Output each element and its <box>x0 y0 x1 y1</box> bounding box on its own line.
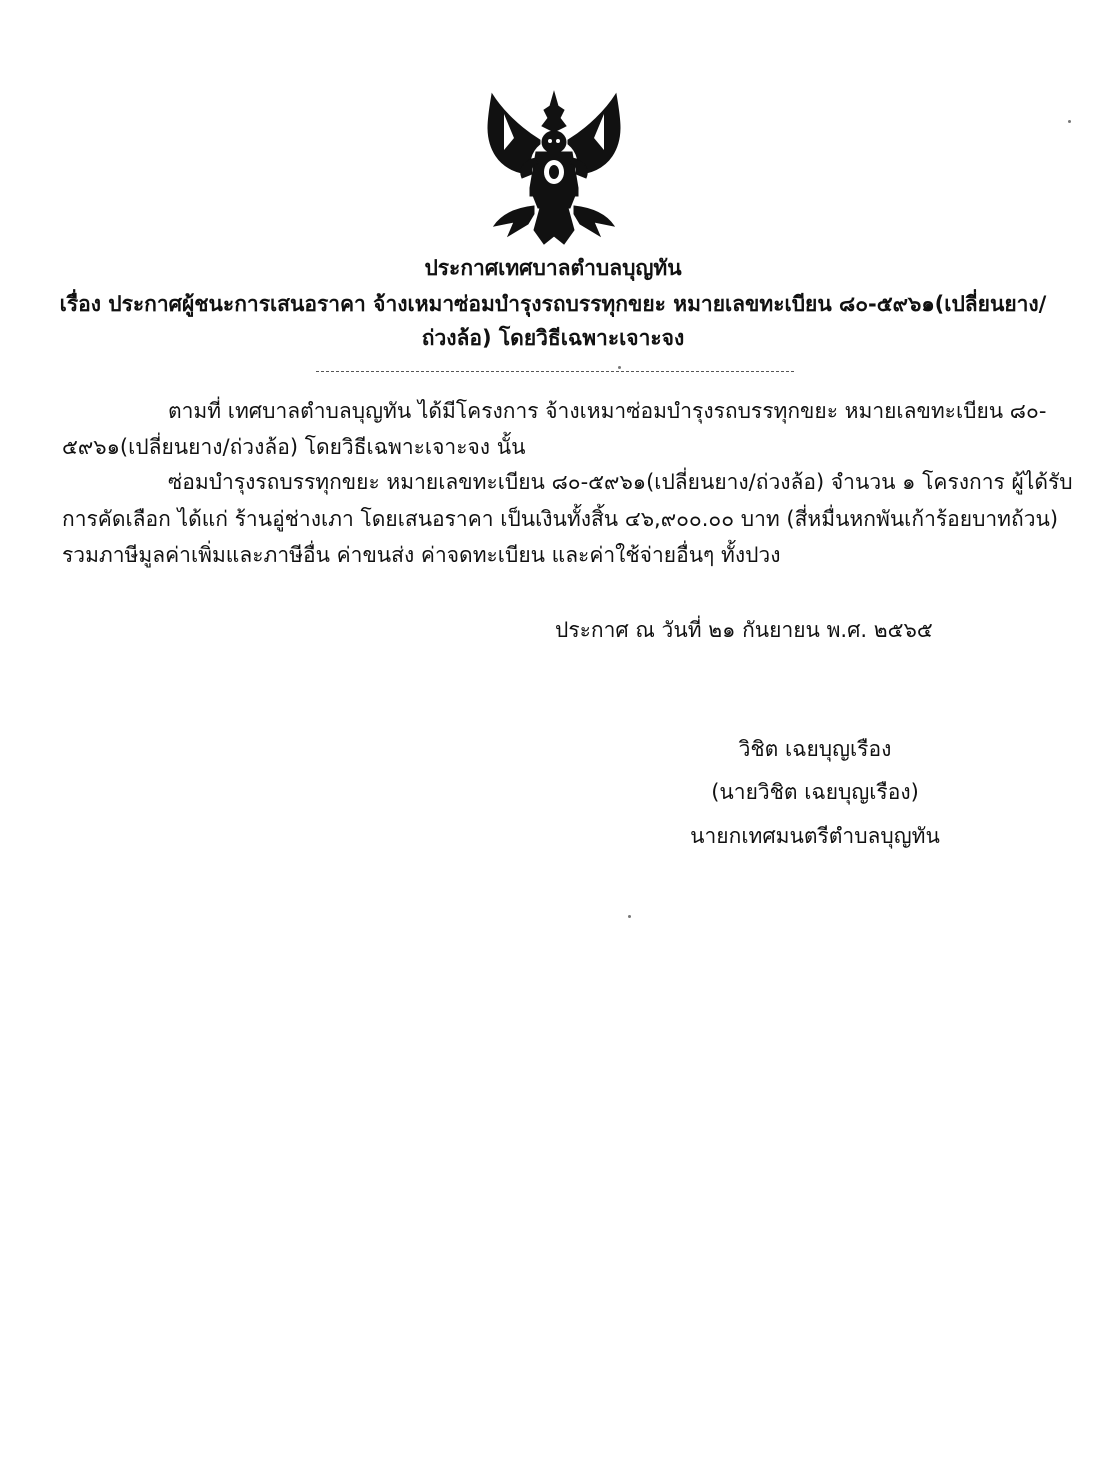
paragraph-2-line-2: การคัดเลือก ได้แก่ ร้านอู่ช่างเภา โดยเสนอราคา เป็นเงินทั้งสิ้น ๔๖,๙๐๐.๐๐ บาท (สี่หมื่นหกพันเก้าร้อยบาทถ้วน) <box>62 507 1059 531</box>
paragraph-2-line-1: ซ่อมบำรุงรถบรรทุกขยะ หมายเลขทะเบียน ๘๐-๕๙๖๑(เปลี่ยนยาง/ถ่วงล้อ) จำนวน ๑ โครงการ ผู้ได้รับ <box>168 470 1073 494</box>
signed-name: วิชิต เฉยบุญเรือง <box>738 737 892 761</box>
subject-line-1: เรื่อง ประกาศผู้ชนะการเสนอราคา จ้างเหมาซ่อมบำรุงรถบรรทุกขยะ หมายเลขทะเบียน ๘๐-๕๙๖๑(เปลี่ยนยาง/ <box>59 292 1047 316</box>
paragraph-1-line-2: ๕๙๖๑(เปลี่ยนยาง/ถ่วงล้อ) โดยวิธีเฉพาะเจาะจง นั้น <box>62 435 526 459</box>
announcement-title: ประกาศเทศบาลตำบลบุญทัน <box>424 256 682 280</box>
subject-line-2: ถ่วงล้อ) โดยวิธีเฉพาะเจาะจง <box>421 326 685 350</box>
signer-position: นายกเทศมนตรีตำบลบุญทัน <box>690 824 940 848</box>
scan-speck <box>618 366 621 369</box>
announcement-date: ประกาศ ณ วันที่ ๒๑ กันยายน พ.ศ. ๒๕๖๕ <box>555 618 933 642</box>
scan-speck <box>628 915 631 918</box>
divider <box>316 371 794 372</box>
paragraph-1-line-1: ตามที่ เทศบาลตำบลบุญทัน ได้มีโครงการ จ้างเหมาซ่อมบำรุงรถบรรทุกขยะ หมายเลขทะเบียน ๘๐- <box>168 399 1047 423</box>
paragraph-2-line-3: รวมภาษีมูลค่าเพิ่มและภาษีอื่น ค่าขนส่ง ค่าจดทะเบียน และค่าใช้จ่ายอื่นๆ ทั้งปวง <box>62 543 781 567</box>
printed-name: (นายวิชิต เฉยบุญเรือง) <box>711 780 919 804</box>
scan-speck <box>1068 120 1071 123</box>
garuda-emblem-icon <box>474 88 634 250</box>
